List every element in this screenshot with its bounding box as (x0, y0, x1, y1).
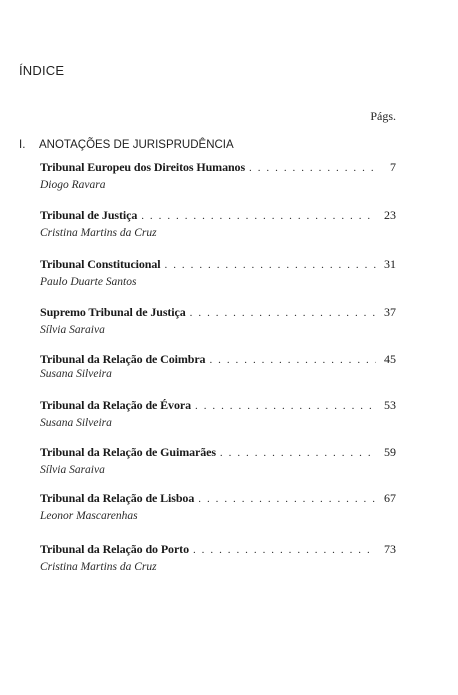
toc-entry-author: Sílvia Saraiva (40, 324, 105, 336)
dot-leader (165, 259, 376, 271)
toc-entry-author: Susana Silveira (40, 417, 112, 429)
toc-entry-author: Paulo Duarte Santos (40, 276, 137, 288)
toc-entry[interactable] (40, 398, 396, 429)
toc-entry[interactable] (40, 352, 396, 380)
toc-entry-page: 73 (384, 542, 396, 556)
toc-entry-title[interactable]: Tribunal Europeu dos Direitos Humanos (40, 160, 246, 174)
toc-entry-page: 67 (384, 491, 396, 505)
toc-entry-title[interactable]: Tribunal da Relação de Lisboa (40, 491, 195, 505)
toc-entry[interactable] (40, 257, 396, 288)
toc-entry[interactable] (40, 208, 396, 239)
toc-entry-title[interactable]: Tribunal de Justiça (40, 208, 138, 222)
toc-entry-line (40, 352, 396, 367)
toc-entry-line (40, 305, 396, 320)
toc-entry-line (40, 398, 396, 413)
toc-entry-title[interactable]: Tribunal da Relação de Coimbra (40, 352, 206, 366)
toc-entry-title[interactable]: Tribunal da Relação do Porto (40, 542, 189, 556)
toc-entry-line (40, 208, 396, 223)
toc-entry-line (40, 445, 396, 460)
toc-entry-author: Sílvia Saraiva (40, 464, 105, 476)
pages-column-label: Págs. (370, 109, 396, 123)
toc-entry-line (40, 542, 396, 557)
section-number: I. (19, 139, 26, 151)
toc-entry-page: 53 (384, 398, 396, 412)
toc-entry-author: Susana Silveira (40, 368, 112, 380)
toc-entry-page: 59 (384, 445, 396, 459)
toc-entry-title[interactable]: Tribunal Constitucional (40, 257, 161, 271)
dot-leader (198, 493, 376, 505)
section-header (19, 139, 399, 151)
toc-entry-title[interactable]: Supremo Tribunal de Justiça (40, 305, 186, 319)
toc-entry-author: Cristina Martins da Cruz (40, 227, 157, 239)
toc-entry-author: Leonor Mascarenhas (40, 510, 138, 522)
toc-entry-page: 7 (390, 160, 396, 174)
toc-entry-line (40, 491, 396, 506)
toc-entry-author: Cristina Martins da Cruz (40, 561, 157, 573)
dot-leader (195, 400, 376, 412)
dot-leader (220, 447, 376, 459)
index-heading: ÍNDICE (19, 63, 65, 78)
dot-leader (193, 544, 376, 556)
toc-entry[interactable] (40, 542, 396, 573)
toc-entry[interactable] (40, 305, 396, 336)
toc-entry[interactable] (40, 445, 396, 476)
dot-leader (249, 162, 376, 174)
toc-entry-title[interactable]: Tribunal da Relação de Évora (40, 398, 191, 412)
toc-entry[interactable] (40, 160, 396, 191)
toc-entry-title[interactable]: Tribunal da Relação de Guimarães (40, 445, 216, 459)
toc-entry-page: 37 (384, 305, 396, 319)
toc-entry-author: Diogo Ravara (40, 179, 106, 191)
section-title: ANOTAÇÕES DE JURISPRUDÊNCIA (39, 139, 234, 151)
toc-entry-page: 31 (384, 257, 396, 271)
toc-entry-line (40, 160, 396, 175)
toc-entry-page: 23 (384, 208, 396, 222)
dot-leader (141, 210, 376, 222)
toc-entry-line (40, 257, 396, 272)
toc-entry[interactable] (40, 491, 396, 522)
dot-leader (209, 354, 376, 366)
dot-leader (190, 307, 376, 319)
toc-entry-page: 45 (384, 352, 396, 366)
